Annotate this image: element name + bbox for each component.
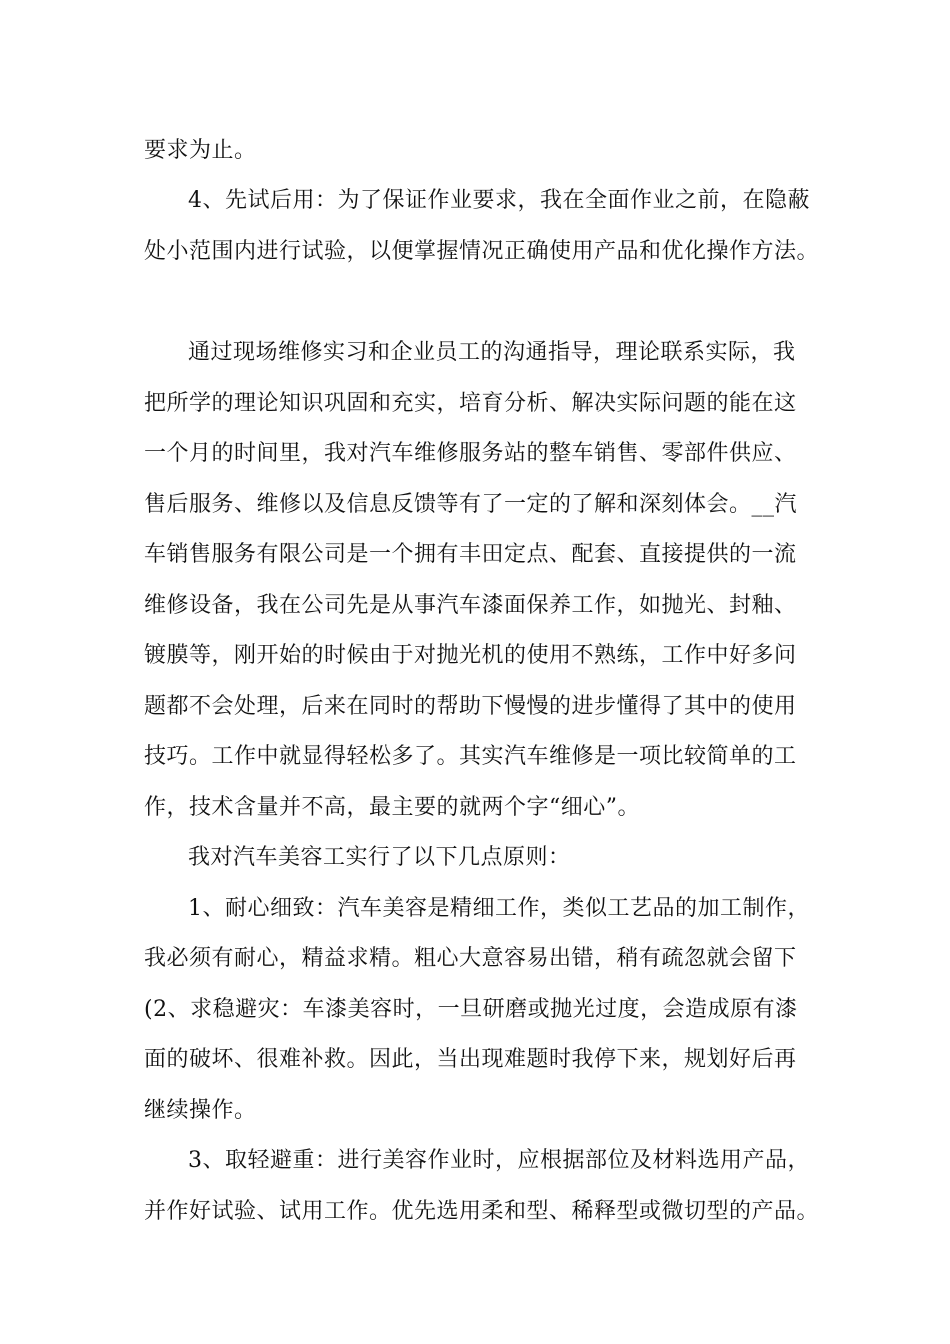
text-line: 车销售服务有限公司是一个拥有丰田定点、配套、直接提供的一流 <box>144 542 797 567</box>
text-line: 技巧。工作中就显得轻松多了。其实汽车维修是一项比较简单的工 <box>144 744 797 769</box>
text-line: 处小范围内进行试验，以便掌握情况正确使用产品和优化操作方法。 <box>144 239 820 264</box>
text-line: 售后服务、维修以及信息反馈等有了一定的了解和深刻体会。__汽 <box>144 492 798 517</box>
text-line: (2、求稳避灾：车漆美容时，一旦研磨或抛光过度，会造成原有漆 <box>144 997 798 1022</box>
text-line: 并作好试验、试用工作。优先选用柔和型、稀释型或微切型的产品。 <box>144 1199 820 1224</box>
text-line: 面的破坏、很难补救。因此，当出现难题时我停下来，规划好后再 <box>144 1047 797 1072</box>
text-line: 4、先试后用：为了保证作业要求，我在全面作业之前，在隐蔽 <box>188 188 810 213</box>
text-line: 镀膜等，刚开始的时候由于对抛光机的使用不熟练，工作中好多问 <box>144 643 797 668</box>
text-line: 1、耐心细致：汽车美容是精细工作，类似工艺品的加工制作， <box>188 896 810 921</box>
text-line: 把所学的理论知识巩固和充实，培育分析、解决实际问题的能在这 <box>144 391 797 416</box>
text-line: 我必须有耐心，精益求精。粗心大意容易出错，稍有疏忽就会留下 <box>144 946 797 971</box>
text-line: 作，技术含量并不高，最主要的就两个字“细心”。 <box>144 795 640 820</box>
text-line: 3、取轻避重：进行美容作业时，应根据部位及材料选用产品， <box>188 1148 810 1173</box>
text-line: 继续操作。 <box>144 1098 257 1123</box>
text-line: 一个月的时间里，我对汽车维修服务站的整车销售、零部件供应、 <box>144 441 797 466</box>
text-line: 通过现场维修实习和企业员工的沟通指导，理论联系实际，我 <box>188 340 796 365</box>
text-line: 题都不会处理，后来在同时的帮助下慢慢的进步懂得了其中的使用 <box>144 694 797 719</box>
text-line: 要求为止。 <box>144 138 257 163</box>
text-line: 我对汽车美容工实行了以下几点原则： <box>188 845 571 870</box>
text-line: 维修设备，我在公司先是从事汽车漆面保养工作，如抛光、封釉、 <box>144 593 797 618</box>
